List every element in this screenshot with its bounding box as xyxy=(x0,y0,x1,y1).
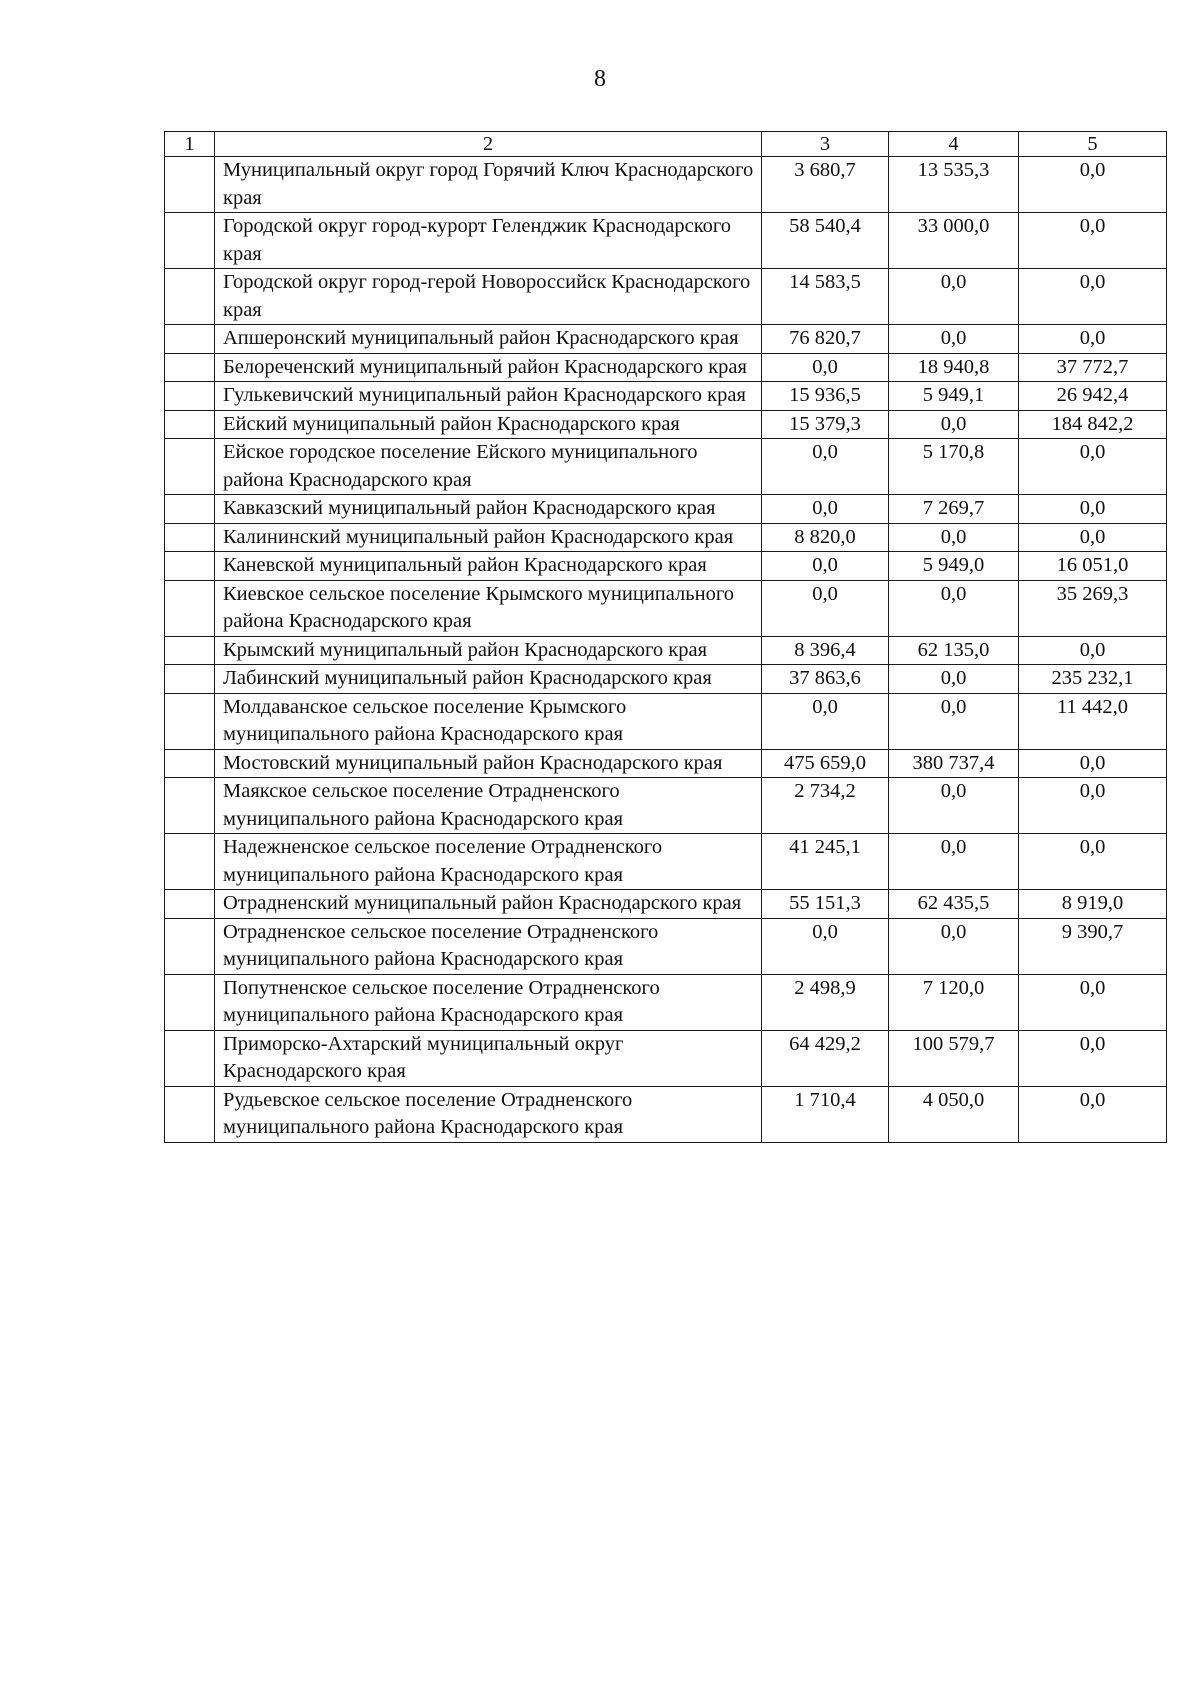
table-row xyxy=(165,353,1167,382)
value-col4-cell: 380 737,4 xyxy=(889,749,1019,778)
value-col5-cell: 0,0 xyxy=(1019,269,1167,325)
table-row xyxy=(165,439,1167,495)
column-number-header-row xyxy=(165,132,1167,157)
value-col3-cell: 0,0 xyxy=(762,580,889,636)
municipality-name-cell: Кавказский муниципальный район Краснодарского края xyxy=(215,495,762,524)
column-header-2: 2 xyxy=(215,132,762,157)
municipality-name-cell: Киевское сельское поселение Крымского муниципального района Краснодарского края xyxy=(215,580,762,636)
table-row xyxy=(165,495,1167,524)
column-header-3: 3 xyxy=(762,132,889,157)
value-col3-cell: 8 820,0 xyxy=(762,523,889,552)
table-row xyxy=(165,580,1167,636)
row-index-cell xyxy=(165,918,215,974)
value-col4-cell: 62 435,5 xyxy=(889,890,1019,919)
municipality-name-cell: Каневской муниципальный район Краснодарского края xyxy=(215,552,762,581)
value-col4-cell: 100 579,7 xyxy=(889,1030,1019,1086)
row-index-cell xyxy=(165,749,215,778)
row-index-cell xyxy=(165,495,215,524)
row-index-cell xyxy=(165,1030,215,1086)
municipality-name-cell: Молдаванское сельское поселение Крымского муниципального района Краснодарского края xyxy=(215,693,762,749)
value-col3-cell: 0,0 xyxy=(762,552,889,581)
table-row xyxy=(165,1030,1167,1086)
value-col5-cell: 0,0 xyxy=(1019,636,1167,665)
municipality-name-cell: Мостовский муниципальный район Краснодарского края xyxy=(215,749,762,778)
value-col4-cell: 7 120,0 xyxy=(889,974,1019,1030)
municipality-name-cell: Городской округ город-герой Новороссийск Краснодарского края xyxy=(215,269,762,325)
row-index-cell xyxy=(165,665,215,694)
value-col3-cell: 64 429,2 xyxy=(762,1030,889,1086)
row-index-cell xyxy=(165,1086,215,1142)
value-col3-cell: 3 680,7 xyxy=(762,157,889,213)
value-col5-cell: 0,0 xyxy=(1019,325,1167,354)
value-col4-cell: 0,0 xyxy=(889,523,1019,552)
value-col3-cell: 1 710,4 xyxy=(762,1086,889,1142)
value-col4-cell: 5 170,8 xyxy=(889,439,1019,495)
row-index-cell xyxy=(165,580,215,636)
table-row xyxy=(165,665,1167,694)
value-col5-cell: 16 051,0 xyxy=(1019,552,1167,581)
value-col3-cell: 0,0 xyxy=(762,495,889,524)
value-col4-cell: 13 535,3 xyxy=(889,157,1019,213)
table-row xyxy=(165,410,1167,439)
value-col4-cell: 0,0 xyxy=(889,665,1019,694)
value-col3-cell: 0,0 xyxy=(762,918,889,974)
table-row xyxy=(165,834,1167,890)
row-index-cell xyxy=(165,890,215,919)
municipality-name-cell: Отрадненский муниципальный район Краснодарского края xyxy=(215,890,762,919)
value-col5-cell: 0,0 xyxy=(1019,1086,1167,1142)
table-row xyxy=(165,1086,1167,1142)
table-row xyxy=(165,269,1167,325)
value-col5-cell: 235 232,1 xyxy=(1019,665,1167,694)
value-col4-cell: 0,0 xyxy=(889,834,1019,890)
table-row xyxy=(165,974,1167,1030)
row-index-cell xyxy=(165,410,215,439)
row-index-cell xyxy=(165,213,215,269)
municipality-name-cell: Калининский муниципальный район Краснодарского края xyxy=(215,523,762,552)
value-col3-cell: 76 820,7 xyxy=(762,325,889,354)
value-col5-cell: 0,0 xyxy=(1019,523,1167,552)
row-index-cell xyxy=(165,523,215,552)
row-index-cell xyxy=(165,382,215,411)
value-col3-cell: 2 498,9 xyxy=(762,974,889,1030)
value-col5-cell: 37 772,7 xyxy=(1019,353,1167,382)
municipality-name-cell: Отрадненское сельское поселение Отрадненского муниципального района Краснодарского края xyxy=(215,918,762,974)
row-index-cell xyxy=(165,778,215,834)
municipality-name-cell: Городской округ город-курорт Геленджик Краснодарского края xyxy=(215,213,762,269)
municipality-name-cell: Белореченский муниципальный район Краснодарского края xyxy=(215,353,762,382)
value-col4-cell: 5 949,0 xyxy=(889,552,1019,581)
value-col5-cell: 35 269,3 xyxy=(1019,580,1167,636)
value-col4-cell: 0,0 xyxy=(889,778,1019,834)
value-col5-cell: 26 942,4 xyxy=(1019,382,1167,411)
table-row xyxy=(165,749,1167,778)
value-col3-cell: 41 245,1 xyxy=(762,834,889,890)
page-number: 8 xyxy=(594,66,606,92)
table-row xyxy=(165,157,1167,213)
municipality-name-cell: Ейское городское поселение Ейского муниципального района Краснодарского края xyxy=(215,439,762,495)
value-col3-cell: 58 540,4 xyxy=(762,213,889,269)
table-row xyxy=(165,778,1167,834)
value-col3-cell: 0,0 xyxy=(762,439,889,495)
value-col4-cell: 5 949,1 xyxy=(889,382,1019,411)
value-col4-cell: 18 940,8 xyxy=(889,353,1019,382)
value-col3-cell: 37 863,6 xyxy=(762,665,889,694)
column-header-4: 4 xyxy=(889,132,1019,157)
municipality-name-cell: Рудьевское сельское поселение Отрадненского муниципального района Краснодарского края xyxy=(215,1086,762,1142)
value-col5-cell: 0,0 xyxy=(1019,439,1167,495)
value-col4-cell: 0,0 xyxy=(889,269,1019,325)
municipality-name-cell: Муниципальный округ город Горячий Ключ Краснодарского края xyxy=(215,157,762,213)
value-col3-cell: 475 659,0 xyxy=(762,749,889,778)
value-col5-cell: 0,0 xyxy=(1019,157,1167,213)
value-col4-cell: 0,0 xyxy=(889,580,1019,636)
municipality-name-cell: Лабинский муниципальный район Краснодарского края xyxy=(215,665,762,694)
table-row xyxy=(165,918,1167,974)
value-col5-cell: 0,0 xyxy=(1019,213,1167,269)
value-col4-cell: 33 000,0 xyxy=(889,213,1019,269)
row-index-cell xyxy=(165,269,215,325)
row-index-cell xyxy=(165,693,215,749)
value-col5-cell: 0,0 xyxy=(1019,1030,1167,1086)
value-col5-cell: 0,0 xyxy=(1019,749,1167,778)
municipality-name-cell: Крымский муниципальный район Краснодарского края xyxy=(215,636,762,665)
value-col4-cell: 0,0 xyxy=(889,325,1019,354)
table-row xyxy=(165,552,1167,581)
row-index-cell xyxy=(165,834,215,890)
municipality-name-cell: Апшеронский муниципальный район Краснодарского края xyxy=(215,325,762,354)
value-col3-cell: 8 396,4 xyxy=(762,636,889,665)
value-col3-cell: 14 583,5 xyxy=(762,269,889,325)
value-col4-cell: 62 135,0 xyxy=(889,636,1019,665)
value-col3-cell: 2 734,2 xyxy=(762,778,889,834)
value-col4-cell: 0,0 xyxy=(889,918,1019,974)
value-col5-cell: 8 919,0 xyxy=(1019,890,1167,919)
value-col5-cell: 184 842,2 xyxy=(1019,410,1167,439)
value-col5-cell: 0,0 xyxy=(1019,834,1167,890)
municipality-name-cell: Ейский муниципальный район Краснодарского края xyxy=(215,410,762,439)
value-col5-cell: 0,0 xyxy=(1019,495,1167,524)
column-header-1: 1 xyxy=(165,132,215,157)
value-col4-cell: 7 269,7 xyxy=(889,495,1019,524)
municipality-name-cell: Маякское сельское поселение Отрадненского муниципального района Краснодарского края xyxy=(215,778,762,834)
table-row xyxy=(165,213,1167,269)
value-col4-cell: 4 050,0 xyxy=(889,1086,1019,1142)
table-row xyxy=(165,325,1167,354)
value-col5-cell: 11 442,0 xyxy=(1019,693,1167,749)
value-col3-cell: 0,0 xyxy=(762,693,889,749)
row-index-cell xyxy=(165,552,215,581)
value-col4-cell: 0,0 xyxy=(889,410,1019,439)
column-header-5: 5 xyxy=(1019,132,1167,157)
row-index-cell xyxy=(165,353,215,382)
value-col3-cell: 55 151,3 xyxy=(762,890,889,919)
value-col3-cell: 15 936,5 xyxy=(762,382,889,411)
value-col3-cell: 15 379,3 xyxy=(762,410,889,439)
table-body xyxy=(165,157,1167,1143)
municipality-name-cell: Попутненское сельское поселение Отрадненского муниципального района Краснодарского края xyxy=(215,974,762,1030)
budget-allocation-table xyxy=(164,131,1167,1143)
row-index-cell xyxy=(165,439,215,495)
row-index-cell xyxy=(165,974,215,1030)
value-col5-cell: 0,0 xyxy=(1019,778,1167,834)
value-col5-cell: 9 390,7 xyxy=(1019,918,1167,974)
table-row xyxy=(165,693,1167,749)
value-col4-cell: 0,0 xyxy=(889,693,1019,749)
municipality-name-cell: Надежненское сельское поселение Отрадненского муниципального района Краснодарского края xyxy=(215,834,762,890)
value-col5-cell: 0,0 xyxy=(1019,974,1167,1030)
municipality-name-cell: Гулькевичский муниципальный район Краснодарского края xyxy=(215,382,762,411)
municipality-name-cell: Приморско-Ахтарский муниципальный округ Краснодарского края xyxy=(215,1030,762,1086)
table-row xyxy=(165,636,1167,665)
table-row xyxy=(165,890,1167,919)
value-col3-cell: 0,0 xyxy=(762,353,889,382)
row-index-cell xyxy=(165,157,215,213)
row-index-cell xyxy=(165,636,215,665)
table-row xyxy=(165,382,1167,411)
table-row xyxy=(165,523,1167,552)
row-index-cell xyxy=(165,325,215,354)
